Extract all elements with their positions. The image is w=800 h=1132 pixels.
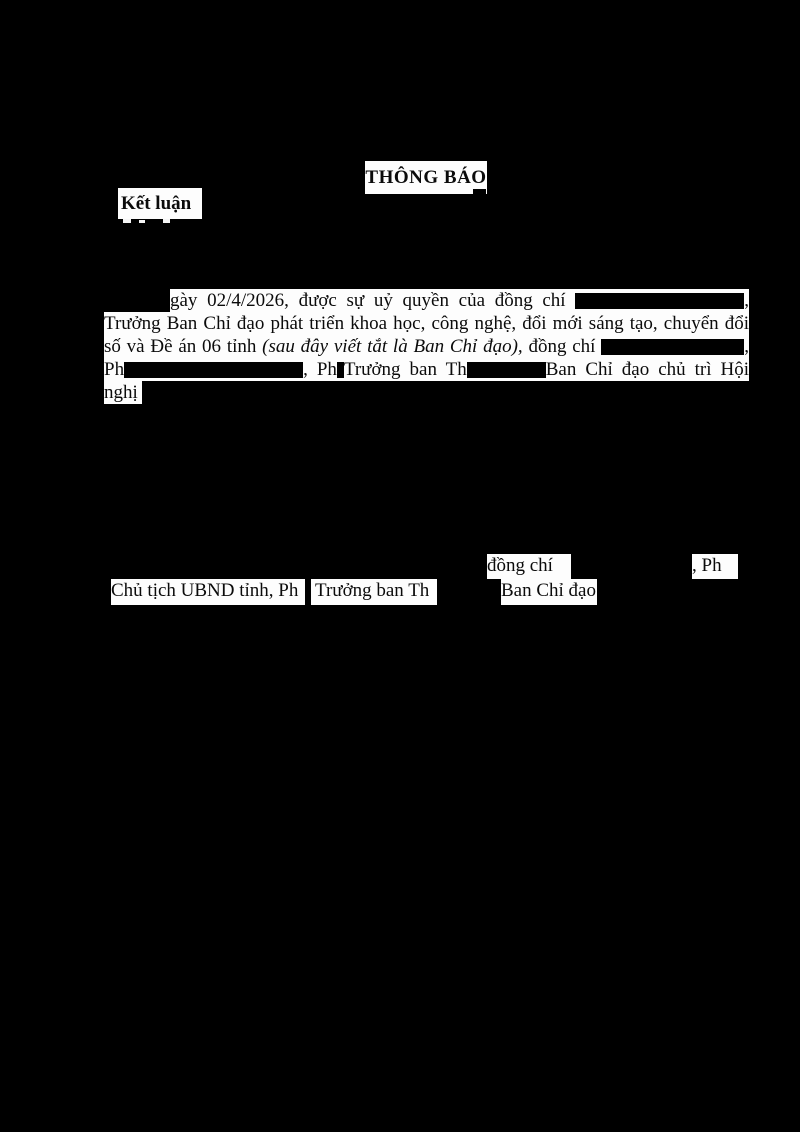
document-subtitle-box [118,188,202,219]
body-line-2 [104,312,749,335]
signature-line-b-seg1 [111,579,305,605]
scan-artifact [123,219,131,223]
body-line-1 [170,289,749,312]
signature-line-b-seg2 [311,579,437,605]
body-line-5-text: nghị [104,382,138,403]
body-line-1-tail: , [744,290,749,311]
body-line-4-seg4: Ban Chỉ đạo chủ trì Hội [545,359,749,380]
signature-text: Trưởng ban Th [315,580,430,601]
signature-line-b-seg3 [501,579,597,605]
body-line-4-seg3: Trưởng ban Th [343,359,467,380]
scan-artifact [139,220,145,223]
body-line-2-text: Trưởng Ban Chỉ đạo phát triển khoa học, công nghệ, đổi mới sáng tạo, chuyển đổi [104,313,749,334]
document-subtitle: Kết luận [121,192,192,214]
body-line-5 [104,381,142,404]
body-line-4 [104,358,749,381]
redaction-bar [575,293,744,309]
body-line-4-seg1: Ph [104,359,125,380]
redaction-bar [467,362,546,378]
scan-artifact [473,189,486,196]
body-line-3-text: số và Đề án 06 tỉnh [104,336,263,357]
document-title-box [365,161,487,194]
signature-text: Chủ tịch UBND tỉnh, Ph [111,580,299,601]
body-line-1-text: gày 02/4/2026, được sự uỷ quyền của đồng chí [170,290,576,311]
body-line-4-seg2: , Ph [303,359,337,380]
redaction-bar [124,362,303,378]
signature-text: đồng chí [487,555,553,576]
signature-line-a-seg2 [692,554,738,579]
scan-artifact [163,219,170,223]
signature-line-a-seg1 [487,554,571,579]
signature-text: , Ph [692,555,722,576]
body-line-3-tail: , [744,336,749,357]
document-title: THÔNG BÁO [365,166,487,188]
body-line-3-italic: (sau đây viết tắt là Ban Chỉ đạo), [262,336,523,357]
redaction-bar [337,362,344,378]
body-line-3 [104,335,749,358]
redaction-bar [601,339,744,355]
body-line-3-mid: đồng chí [522,336,602,357]
signature-text: Ban Chỉ đạo [501,580,596,601]
